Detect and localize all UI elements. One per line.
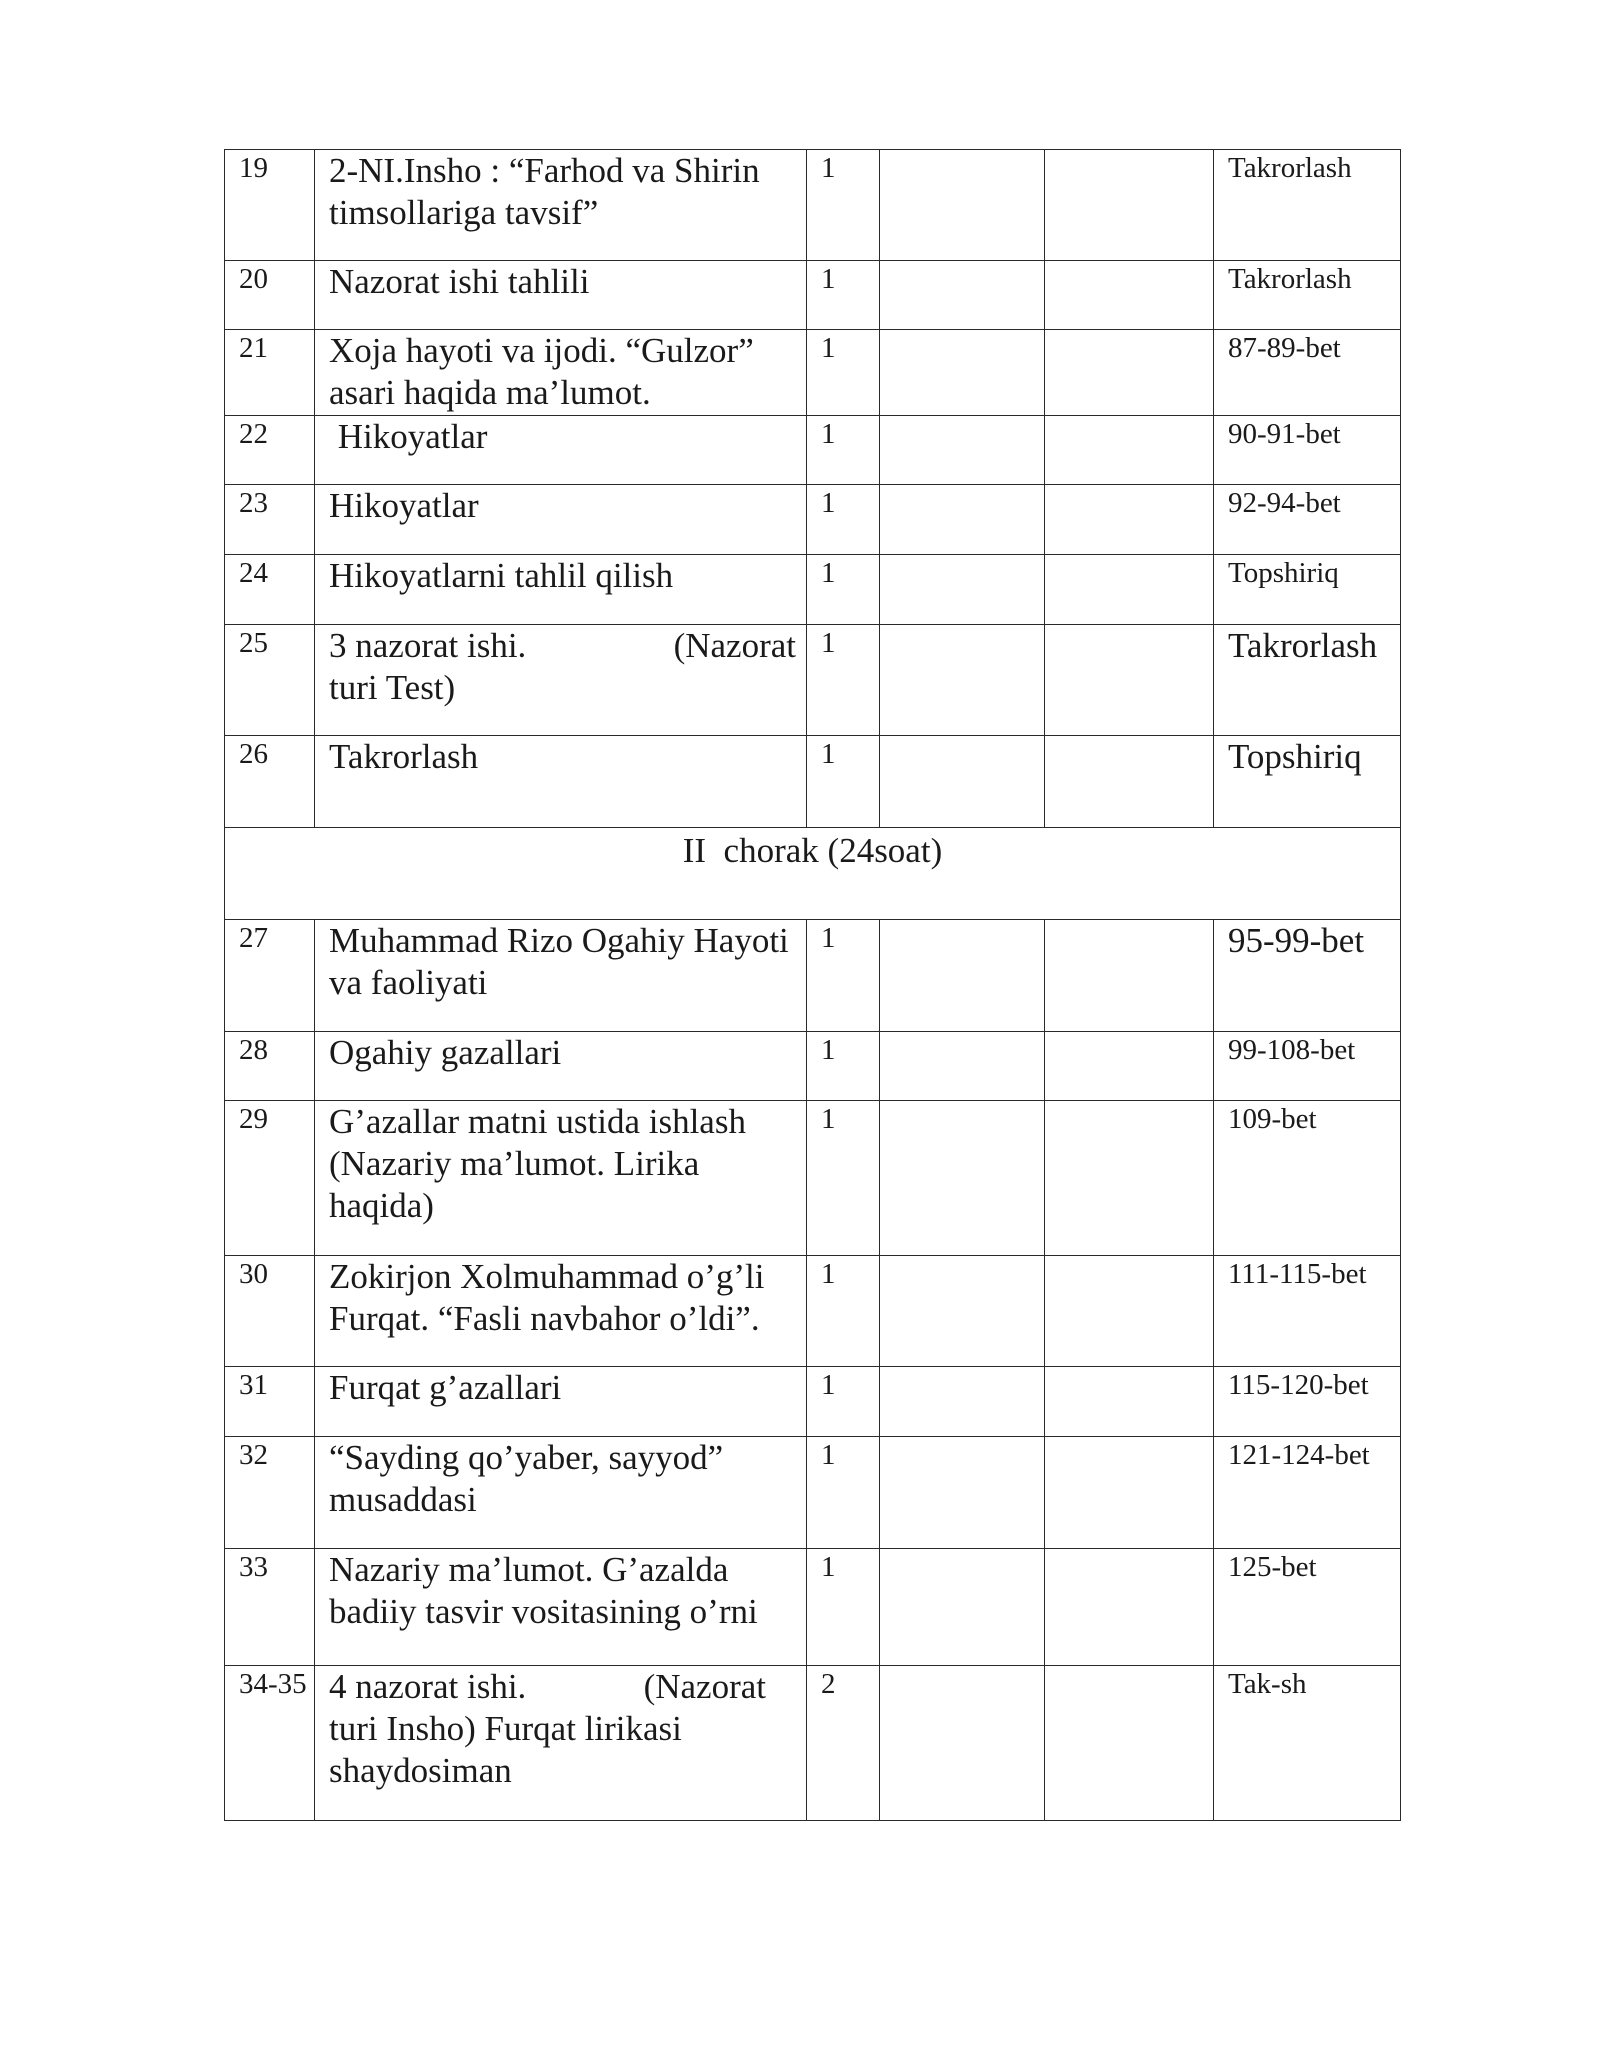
row-hours: 1	[807, 1367, 880, 1437]
row-hours: 1	[807, 736, 880, 828]
empty-cell	[1045, 736, 1214, 828]
row-note: 90-91-bet	[1214, 416, 1401, 485]
row-topic: Muhammad Rizo Ogahiy Hayoti va faoliyati	[315, 920, 807, 1032]
row-hours: 1	[807, 920, 880, 1032]
empty-cell	[880, 1549, 1045, 1666]
empty-cell	[880, 1367, 1045, 1437]
empty-cell	[880, 416, 1045, 485]
row-note: Takrorlash	[1214, 625, 1401, 736]
row-note: Topshiriq	[1214, 555, 1401, 625]
empty-cell	[880, 625, 1045, 736]
topic-part: 4 nazorat ishi.	[329, 1667, 527, 1706]
row-number: 28	[225, 1032, 315, 1101]
row-number: 22	[225, 416, 315, 485]
empty-cell	[1045, 555, 1214, 625]
row-number: 34-35	[225, 1666, 315, 1821]
row-note: Tak-sh	[1214, 1666, 1401, 1821]
row-number: 24	[225, 555, 315, 625]
empty-cell	[1045, 1549, 1214, 1666]
row-hours: 1	[807, 150, 880, 261]
row-topic: 2-NI.Insho : “Farhod va Shirin timsollariga tavsif”	[315, 150, 807, 261]
row-hours: 1	[807, 1256, 880, 1367]
row-note: 109-bet	[1214, 1101, 1401, 1256]
row-number: 31	[225, 1367, 315, 1437]
row-note: 92-94-bet	[1214, 485, 1401, 555]
row-number: 32	[225, 1437, 315, 1549]
empty-cell	[880, 1666, 1045, 1821]
table-row	[225, 485, 1401, 555]
table-row	[225, 1666, 1401, 1821]
empty-cell	[880, 1032, 1045, 1101]
row-topic	[315, 625, 807, 736]
topic-part: turi Insho) Furqat lirikasi shaydosiman	[329, 1709, 682, 1790]
empty-cell	[1045, 1256, 1214, 1367]
row-hours: 2	[807, 1666, 880, 1821]
empty-cell	[880, 1101, 1045, 1256]
row-topic: Zokirjon Xolmuhammad o’g’li Furqat. “Fasli navbahor o’ldi”.	[315, 1256, 807, 1367]
topic-line	[329, 1666, 796, 1708]
empty-cell	[880, 1256, 1045, 1367]
row-topic: “Sayding qo’yaber, sayyod” musaddasi	[315, 1437, 807, 1549]
row-number: 25	[225, 625, 315, 736]
table-row	[225, 330, 1401, 416]
empty-cell	[880, 920, 1045, 1032]
empty-cell	[1045, 1666, 1214, 1821]
row-number: 20	[225, 261, 315, 330]
table-row	[225, 1101, 1401, 1256]
row-topic: Furqat g’azallari	[315, 1367, 807, 1437]
row-note: 111-115-bet	[1214, 1256, 1401, 1367]
row-topic: Nazariy ma’lumot. G’azalda badiiy tasvir vositasining o’rni	[315, 1549, 807, 1666]
row-hours: 1	[807, 1437, 880, 1549]
empty-cell	[1045, 261, 1214, 330]
row-topic: G’azallar matni ustida ishlash (Nazariy ma’lumot. Lirika haqida)	[315, 1101, 807, 1256]
row-note: 95-99-bet	[1214, 920, 1401, 1032]
row-topic: Nazorat ishi tahlili	[315, 261, 807, 330]
section-title: II chorak (24soat)	[225, 828, 1401, 920]
row-topic: Ogahiy gazallari	[315, 1032, 807, 1101]
topic-part: turi Test)	[329, 668, 456, 707]
row-hours: 1	[807, 1549, 880, 1666]
row-number: 19	[225, 150, 315, 261]
row-hours: 1	[807, 625, 880, 736]
empty-cell	[1045, 1032, 1214, 1101]
empty-cell	[1045, 150, 1214, 261]
topic-part: (Nazorat	[643, 1667, 766, 1706]
row-note: 121-124-bet	[1214, 1437, 1401, 1549]
empty-cell	[1045, 920, 1214, 1032]
empty-cell	[880, 261, 1045, 330]
row-topic: Xoja hayoti va ijodi. “Gulzor” asari haqida ma’lumot.	[315, 330, 807, 416]
lesson-plan-table	[224, 149, 1401, 1821]
empty-cell	[1045, 416, 1214, 485]
table-row	[225, 920, 1401, 1032]
table-row	[225, 1437, 1401, 1549]
topic-part: (Nazorat	[673, 626, 796, 665]
row-note: 99-108-bet	[1214, 1032, 1401, 1101]
row-topic: Takrorlash	[315, 736, 807, 828]
empty-cell	[880, 555, 1045, 625]
table-row	[225, 555, 1401, 625]
empty-cell	[1045, 1367, 1214, 1437]
row-note: Topshiriq	[1214, 736, 1401, 828]
table-row	[225, 625, 1401, 736]
row-hours: 1	[807, 330, 880, 416]
row-topic: Hikoyatlarni tahlil qilish	[315, 555, 807, 625]
topic-line	[329, 625, 796, 667]
row-number: 29	[225, 1101, 315, 1256]
row-hours: 1	[807, 555, 880, 625]
empty-cell	[1045, 330, 1214, 416]
row-note: 125-bet	[1214, 1549, 1401, 1666]
row-number: 27	[225, 920, 315, 1032]
row-hours: 1	[807, 1101, 880, 1256]
table-row	[225, 1367, 1401, 1437]
row-number: 26	[225, 736, 315, 828]
empty-cell	[880, 736, 1045, 828]
row-note: 115-120-bet	[1214, 1367, 1401, 1437]
empty-cell	[880, 330, 1045, 416]
section-row	[225, 828, 1401, 920]
table-row	[225, 1256, 1401, 1367]
row-number: 21	[225, 330, 315, 416]
table-row	[225, 1032, 1401, 1101]
row-note: Takrorlash	[1214, 150, 1401, 261]
empty-cell	[1045, 1101, 1214, 1256]
table-row	[225, 150, 1401, 261]
table-row	[225, 261, 1401, 330]
empty-cell	[1045, 625, 1214, 736]
table-row	[225, 416, 1401, 485]
row-topic: Hikoyatlar	[315, 485, 807, 555]
empty-cell	[880, 150, 1045, 261]
table-row	[225, 1549, 1401, 1666]
row-note: Takrorlash	[1214, 261, 1401, 330]
row-number: 30	[225, 1256, 315, 1367]
row-topic: Hikoyatlar	[315, 416, 807, 485]
row-hours: 1	[807, 416, 880, 485]
row-hours: 1	[807, 1032, 880, 1101]
row-note: 87-89-bet	[1214, 330, 1401, 416]
row-hours: 1	[807, 261, 880, 330]
empty-cell	[880, 1437, 1045, 1549]
row-hours: 1	[807, 485, 880, 555]
row-number: 23	[225, 485, 315, 555]
topic-part: 3 nazorat ishi.	[329, 626, 527, 665]
empty-cell	[1045, 1437, 1214, 1549]
table-row	[225, 736, 1401, 828]
empty-cell	[1045, 485, 1214, 555]
row-topic	[315, 1666, 807, 1821]
row-number: 33	[225, 1549, 315, 1666]
empty-cell	[880, 485, 1045, 555]
